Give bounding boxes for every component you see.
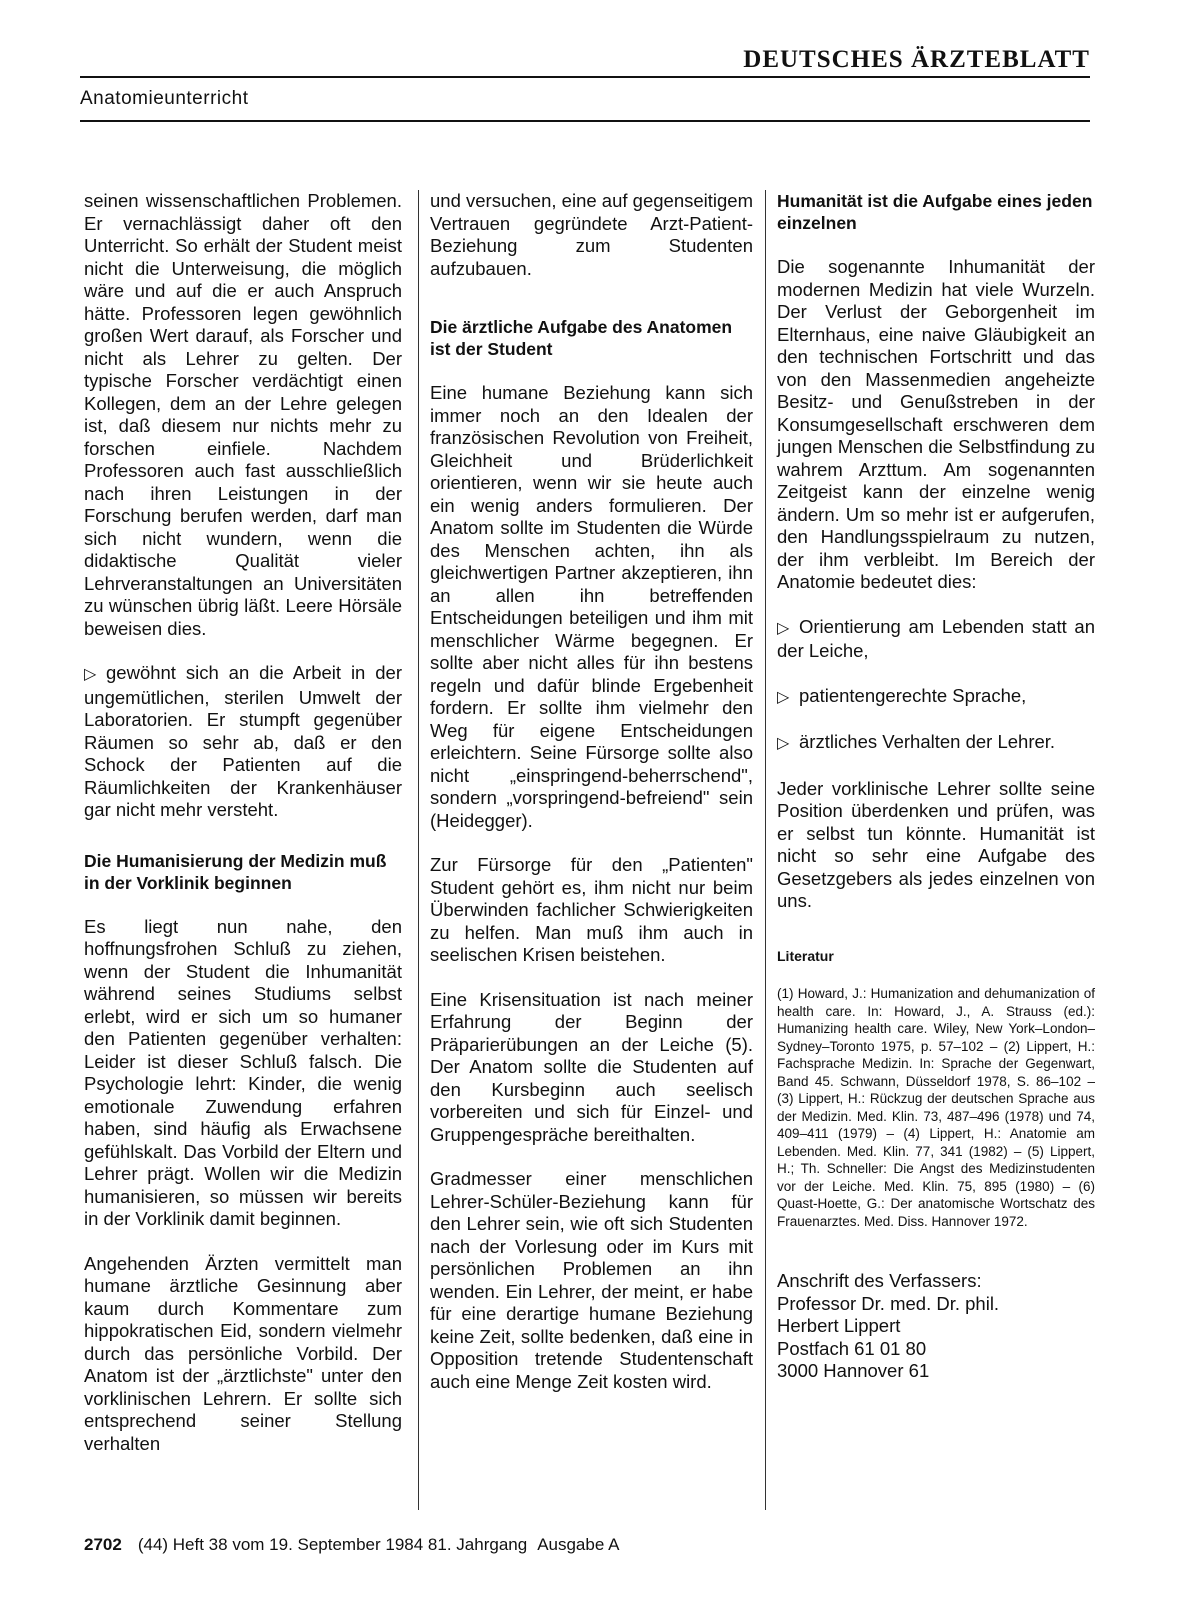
triangle-bullet-icon: ▷ [84,666,97,683]
bullet-text: Orientierung am Lebenden statt an der Leiche, [777,615,1095,661]
paragraph: Es liegt nun nahe, den hoffnungsfrohen Schluß zu ziehen, wenn der Student die Inhumanität während seines Studiums selbst erlebt, wird er sich um so humaner den Patienten gegenüber verhalten: Leider ist dieser Schluß falsch. Die Psychologie lehrt: Kinder, die wenig emotionale Zuwendung erfahren haben, sind häufig als Erwachsene gefühlskalt. Das Vorbild der Eltern und Lehrer prägt. Wollen wir die Medizin humanisieren, so müssen wir bereits in der Vorklinik damit beginnen. [84,915,402,1229]
author-address [777,1270,1095,1383]
bullet-paragraph [84,662,402,822]
address-label: Anschrift des Verfassers: [777,1270,982,1291]
section-heading: Humanität ist die Aufgabe eines jeden einzelnen [777,191,1093,233]
bullet-text: ärztliches Verhalten der Lehrer. [799,731,1056,752]
section-heading: Die Humanisierung der Medizin muß in der Vorklinik beginnen [84,850,387,893]
column-2 [430,190,753,1415]
bullet-item [777,616,1095,663]
bullet-text: gewöhnt sich an die Arbeit in der ungemütlichen, sterilen Umwelt der Laboratorien. Er stumpft gegenüber Räumen so sehr ab, daß er den Schock der Patienten auf die Räumlichkeiten der Krankenhäuser gar nicht mehr versteht. [84,662,402,820]
author-name: Herbert Lippert [777,1315,901,1336]
header-rule-bottom [80,120,1090,122]
page-footer [84,1535,619,1555]
bullet-item [777,685,1095,710]
address-city: 3000 Hannover 61 [777,1360,930,1381]
edition-label: Ausgabe A [537,1535,620,1554]
paragraph: Eine Krisensituation ist nach meiner Erfahrung der Beginn der Präparierübungen an der Leiche (5). Der Anatom sollte die Studenten auf den Kursbeginn auch seelisch vorbereiten und sich für Einzel- und Gruppengespräche bereithalten. [430,988,753,1145]
paragraph: Zur Fürsorge für den „Patienten" Student gehört es, ihm nicht nur beim Überwinden fachlicher Schwierigkeiten zu helfen. Man muß ihm auch in seelischen Krisen beistehen. [430,854,753,965]
paragraph: seinen wissenschaftlichen Problemen. Er vernachlässigt daher oft den Unterricht. So erhält der Student meist nicht die Unterweisung, die möglich wäre und auf die er auch Anspruch hätte. Professoren legen gewöhnlich großen Wert darauf, als Forscher und nicht als Lehrer zu gelten. Der typische Forscher verdächtigt einen Kollegen, dem an der Lehre gelegen ist, daß diesem nur nichts mehr zu forschen einfiele. Nachdem Professoren auch fast ausschließlich nach ihren Leistungen in der Forschung berufen werden, darf man sich nicht wundern, wenn die didaktische Qualität vieler Lehrveranstaltungen an Universitäten zu wünschen übrig läßt. Leere Hörsäle beweisen dies. [84,190,402,639]
column-3 [777,190,1095,1383]
column-divider [418,190,419,1510]
bullet-item [777,731,1095,756]
literature-list: (1) Howard, J.: Humanization and dehumanization of health care. In: Howard, J., A. Strauss (ed.): Humanizing health care. Wiley, New York–London–Sydney–Toronto 1975, p. 57–102 – (2) Lippert, H.: Fachsprache Medizin. In: Sprache der Gegenwart, Band 45. Schwann, Düsseldorf 1978, S. 86–102 – (3) Lippert, H.: Rückzug der deutschen Sprache aus der Medizin. Med. Klin. 73, 487–496 (1978) und 74, 409–411 (1979) – (4) Lippert, H.: Anatomie am Lebenden. Med. Klin. 77, 341 (1982) – (5) Lippert, H.; Th. Schneller: Die Angst des Medizinstudenten vor der Leiche. Med. Klin. 75, 895 (1980) – (6) Quast-Hoette, G.: Der anatomische Wortschatz des Frauenarztes. Med. Diss. Hannover 1972. [777,986,1095,1229]
paragraph: und versuchen, eine auf gegenseitigem Vertrauen gegründete Arzt-Patient-Beziehung zum Studenten aufzubauen. [430,190,753,279]
column-divider [765,190,766,1510]
paragraph: Eine humane Beziehung kann sich immer noch an den Idealen der französischen Revolution von Freiheit, Gleichheit und Brüderlichkeit orientieren, wenn wir sie heute auch ein wenig anders formulieren. Der Anatom sollte im Studenten die Würde des Menschen achten, ihn als gleichwertigen Partner akzeptieren, ihn an allen ihn betreffenden Entscheidungen beteiligen und ihm mit menschlicher Wärme begegnen. Er sollte aber nicht alles für ihn bestens regeln und dafür blinde Ergebenheit fordern. Er sollte ihm vielmehr den Weg für eigene Entscheidungen erleichtern. Seine Fürsorge sollte also nicht „einspringend-beherrschend", sondern „vorspringend-befreiend" sein (Heidegger). [430,382,753,831]
triangle-bullet-icon: ▷ [777,619,790,637]
header-rule-top [80,76,1090,78]
literature-heading: Literatur [777,947,834,964]
section-heading: Die ärztliche Aufgabe des Anatomen ist der Student [430,317,733,359]
section-label: Anatomieunterricht [80,88,249,109]
column-1 [84,190,402,1477]
author-title: Professor Dr. med. Dr. phil. [777,1292,1000,1314]
paragraph: Angehenden Ärzten vermittelt man humane ärztliche Gesinnung aber kaum durch Kommentare zum hippokratischen Eid, sondern vielmehr durch das persönliche Vorbild. Der Anatom ist der „ärztlichste" unter den vorklinischen Lehrern. Er sollte sich entsprechend seiner Stellung verhalten [84,1252,402,1454]
masthead: DEUTSCHES ÄRZTEBLATT [743,46,1090,73]
paragraph: Die sogenannte Inhumanität der modernen Medizin hat viele Wurzeln. Der Verlust der Geborgenheit im Elternhaus, eine naive Gläubigkeit an den technischen Fortschritt und das von den Massenmedien angeheizte Besitz- und Genußstreben in der Konsumgesellschaft erschweren dem jungen Menschen die Selbstfindung zu wahrem Arzttum. Am sogenannten Zeitgeist kann der einzelne wenig ändern. Um so mehr ist er aufgerufen, den Handlungsspielraum zu nutzen, der ihm verbleibt. Im Bereich der Anatomie bedeutet dies: [777,256,1095,592]
paragraph: Gradmesser einer menschlichen Lehrer-Schüler-Beziehung kann für den Lehrer sein, wie oft sich Studenten nach der Vorlesung oder im Kurs mit persönlichen Problemen an ihn wenden. Ein Lehrer, der meint, er habe für eine derartige humane Beziehung keine Zeit, sollte bedenken, daß eine in Opposition tretende Studentenschaft auch eine Menge Zeit kosten wird. [430,1168,753,1392]
issue-info: (44) Heft 38 vom 19. September 1984 81. Jahrgang [137,1535,528,1554]
bullet-text: patientengerechte Sprache, [799,684,1027,706]
address-postbox: Postfach 61 01 80 [777,1337,927,1359]
page-number: 2702 [84,1535,122,1554]
triangle-bullet-icon: ▷ [777,688,790,706]
triangle-bullet-icon: ▷ [777,735,790,752]
paragraph: Jeder vorklinische Lehrer sollte seine Position überdenken und prüfen, was er selbst tun könnte. Humanität ist nicht so sehr eine Aufgabe des Gesetzgebers als jedes einzelnen von uns. [777,777,1095,911]
